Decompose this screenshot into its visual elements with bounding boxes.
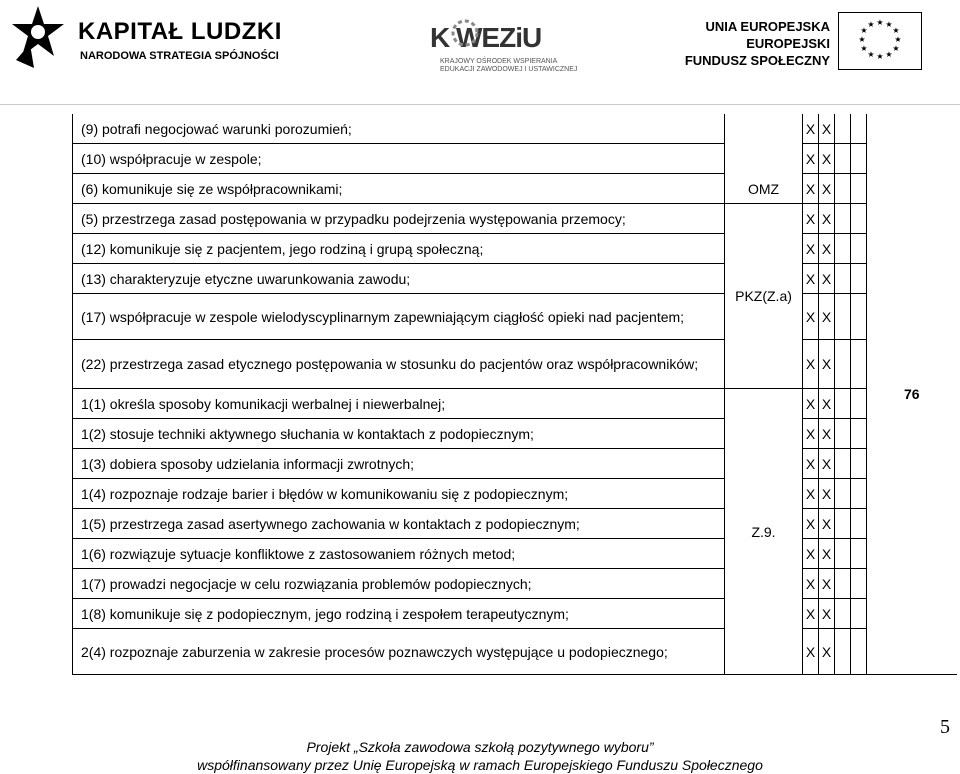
footer-line-2: współfinansowany przez Unię Europejską w ramach Europejskiego Funduszu Społecznego — [197, 757, 763, 773]
mark-x1: X — [803, 479, 819, 509]
svg-text:★: ★ — [860, 44, 868, 53]
table-row — [73, 204, 957, 234]
kowezu-subtitle: KRAJOWY OŚRODEK WSPIERANIA EDUKACJI ZAWODOWEJ I USTAWICZNEJ — [440, 58, 578, 73]
eu-line-2: EUROPEJSKI — [746, 36, 830, 51]
kapital-ludzki-subtitle: NARODOWA STRATEGIA SPÓJNOŚCI — [80, 50, 279, 62]
mark-x2: X — [819, 539, 835, 569]
outcome-text: (12) komunikuje się z pacjentem, jego rodziną i grupą społeczną; — [73, 234, 725, 264]
empty-cell — [835, 569, 851, 599]
empty-cell — [851, 389, 867, 419]
outcome-text: (5) przestrzega zasad postępowania w przypadku podejrzenia występowania przemocy; — [73, 204, 725, 234]
outcome-text: (10) współpracuje w zespole; — [73, 144, 725, 174]
empty-cell — [851, 294, 867, 340]
svg-text:★: ★ — [876, 18, 884, 27]
empty-cell — [851, 264, 867, 294]
mark-x1: X — [803, 569, 819, 599]
hours-value: 76 — [867, 114, 957, 675]
page-header — [0, 0, 960, 100]
mark-x2: X — [819, 599, 835, 629]
mark-x1: X — [803, 114, 819, 144]
eu-efs-logo — [684, 10, 930, 80]
empty-cell — [835, 479, 851, 509]
outcome-text: 1(4) rozpoznaje rodzaje barier i błędów w komunikowaniu się z podopiecznym; — [73, 479, 725, 509]
empty-cell — [835, 264, 851, 294]
empty-cell — [851, 234, 867, 264]
mark-x2: X — [819, 114, 835, 144]
empty-cell — [851, 479, 867, 509]
empty-cell — [835, 509, 851, 539]
table-row — [73, 449, 957, 479]
mark-x2: X — [819, 509, 835, 539]
page-footer — [0, 738, 960, 774]
empty-cell — [851, 569, 867, 599]
mark-x2: X — [819, 629, 835, 675]
kapital-ludzki-emblem-icon — [8, 4, 68, 70]
eu-line-3: FUNDUSZ SPOŁECZNY — [684, 53, 830, 68]
mark-x1: X — [803, 539, 819, 569]
empty-cell — [835, 234, 851, 264]
empty-cell — [835, 419, 851, 449]
table-row — [73, 509, 957, 539]
mark-x2: X — [819, 204, 835, 234]
empty-cell — [835, 389, 851, 419]
empty-cell — [835, 449, 851, 479]
kowezu-logo — [430, 10, 578, 80]
svg-text:★: ★ — [867, 20, 875, 29]
outcome-text: (17) współpracuje w zespole wielodyscyplinarnym zapewniającym ciągłość opieki nad pacjentem; — [73, 294, 725, 340]
empty-cell — [851, 340, 867, 389]
outcome-text: 1(2) stosuje techniki aktywnego słuchania w kontaktach z podopiecznym; — [73, 419, 725, 449]
mark-x1: X — [803, 389, 819, 419]
mark-x2: X — [819, 294, 835, 340]
table-row — [73, 144, 957, 174]
outcome-text: 1(1) określa sposoby komunikacji werbalnej i niewerbalnej; — [73, 389, 725, 419]
svg-text:★: ★ — [894, 35, 902, 44]
table-row — [73, 479, 957, 509]
table-row — [73, 340, 957, 389]
mark-x2: X — [819, 389, 835, 419]
table-row — [73, 389, 957, 419]
empty-cell — [835, 174, 851, 204]
code-omz: OMZ — [725, 114, 803, 204]
mark-x1: X — [803, 204, 819, 234]
table-row — [73, 419, 957, 449]
eu-efs-text — [685, 18, 830, 69]
outcome-text: (9) potrafi negocjować warunki porozumień; — [73, 114, 725, 144]
outcome-text: 2(4) rozpoznaje zaburzenia w zakresie procesów poznawczych występujące u podopiecznego; — [73, 629, 725, 675]
mark-x1: X — [803, 294, 819, 340]
empty-cell — [835, 599, 851, 629]
empty-cell — [851, 509, 867, 539]
mark-x2: X — [819, 174, 835, 204]
mark-x1: X — [803, 449, 819, 479]
page-number: 5 — [940, 716, 950, 738]
mark-x1: X — [803, 340, 819, 389]
mark-x2: X — [819, 569, 835, 599]
footer-line-1: Projekt „Szkoła zawodowa szkołą pozytywnego wyboru” — [306, 739, 654, 755]
mark-x1: X — [803, 599, 819, 629]
empty-cell — [851, 599, 867, 629]
mark-x2: X — [819, 234, 835, 264]
svg-text:★: ★ — [885, 50, 893, 59]
outcome-text: (22) przestrzega zasad etycznego postępowania w stosunku do pacjentów oraz współpracowników; — [73, 340, 725, 389]
table-row — [73, 629, 957, 675]
eu-flag-icon — [838, 12, 922, 70]
code-pkz: PKZ(Z.a) — [725, 204, 803, 389]
empty-cell — [835, 340, 851, 389]
mark-x1: X — [803, 264, 819, 294]
empty-cell — [851, 629, 867, 675]
learning-outcomes-table — [72, 114, 957, 675]
mark-x1: X — [803, 509, 819, 539]
table-row — [73, 569, 957, 599]
mark-x1: X — [803, 629, 819, 675]
mark-x2: X — [819, 264, 835, 294]
svg-text:★: ★ — [892, 44, 900, 53]
svg-text:★: ★ — [860, 26, 868, 35]
empty-cell — [851, 144, 867, 174]
mark-x1: X — [803, 174, 819, 204]
empty-cell — [835, 114, 851, 144]
header-separator — [0, 104, 960, 105]
table-row — [73, 599, 957, 629]
empty-cell — [835, 144, 851, 174]
mark-x2: X — [819, 449, 835, 479]
table-row — [73, 114, 957, 144]
mark-x1: X — [803, 234, 819, 264]
table-row — [73, 174, 957, 204]
empty-cell — [851, 539, 867, 569]
empty-cell — [835, 629, 851, 675]
empty-cell — [851, 204, 867, 234]
empty-cell — [851, 114, 867, 144]
mark-x2: X — [819, 419, 835, 449]
svg-text:★: ★ — [876, 52, 884, 61]
mark-x2: X — [819, 340, 835, 389]
table-row — [73, 539, 957, 569]
outcome-text: 1(3) dobiera sposoby udzielania informacji zwrotnych; — [73, 449, 725, 479]
mark-x2: X — [819, 144, 835, 174]
outcome-text: (13) charakteryzuje etyczne uwarunkowania zawodu; — [73, 264, 725, 294]
empty-cell — [851, 449, 867, 479]
svg-text:★: ★ — [892, 26, 900, 35]
code-z9: Z.9. — [725, 389, 803, 675]
outcome-text: 1(7) prowadzi negocjacje w celu rozwiązania problemów podopiecznych; — [73, 569, 725, 599]
outcome-text: 1(5) przestrzega zasad asertywnego zachowania w kontaktach z podopiecznym; — [73, 509, 725, 539]
empty-cell — [835, 294, 851, 340]
mark-x1: X — [803, 144, 819, 174]
outcome-text: 1(8) komunikuje się z podopiecznym, jego rodziną i zespołem terapeutycznym; — [73, 599, 725, 629]
empty-cell — [851, 174, 867, 204]
svg-text:★: ★ — [867, 50, 875, 59]
table-row — [73, 264, 957, 294]
empty-cell — [851, 419, 867, 449]
outcome-text: (6) komunikuje się ze współpracownikami; — [73, 174, 725, 204]
table-row — [73, 234, 957, 264]
svg-text:★: ★ — [885, 20, 893, 29]
kapital-ludzki-logo — [8, 4, 282, 74]
table-row — [73, 294, 957, 340]
outcome-text: 1(6) rozwiązuje sytuacje konfliktowe z zastosowaniem różnych metod; — [73, 539, 725, 569]
kowezu-title: K WEZiU — [430, 22, 542, 53]
kowezu-circle-icon — [450, 18, 480, 48]
kapital-ludzki-title: KAPITAŁ LUDZKI — [78, 18, 282, 45]
mark-x1: X — [803, 419, 819, 449]
eu-line-1: UNIA EUROPEJSKA — [705, 19, 830, 34]
empty-cell — [835, 539, 851, 569]
svg-text:★: ★ — [858, 35, 866, 44]
empty-cell — [835, 204, 851, 234]
mark-x2: X — [819, 479, 835, 509]
